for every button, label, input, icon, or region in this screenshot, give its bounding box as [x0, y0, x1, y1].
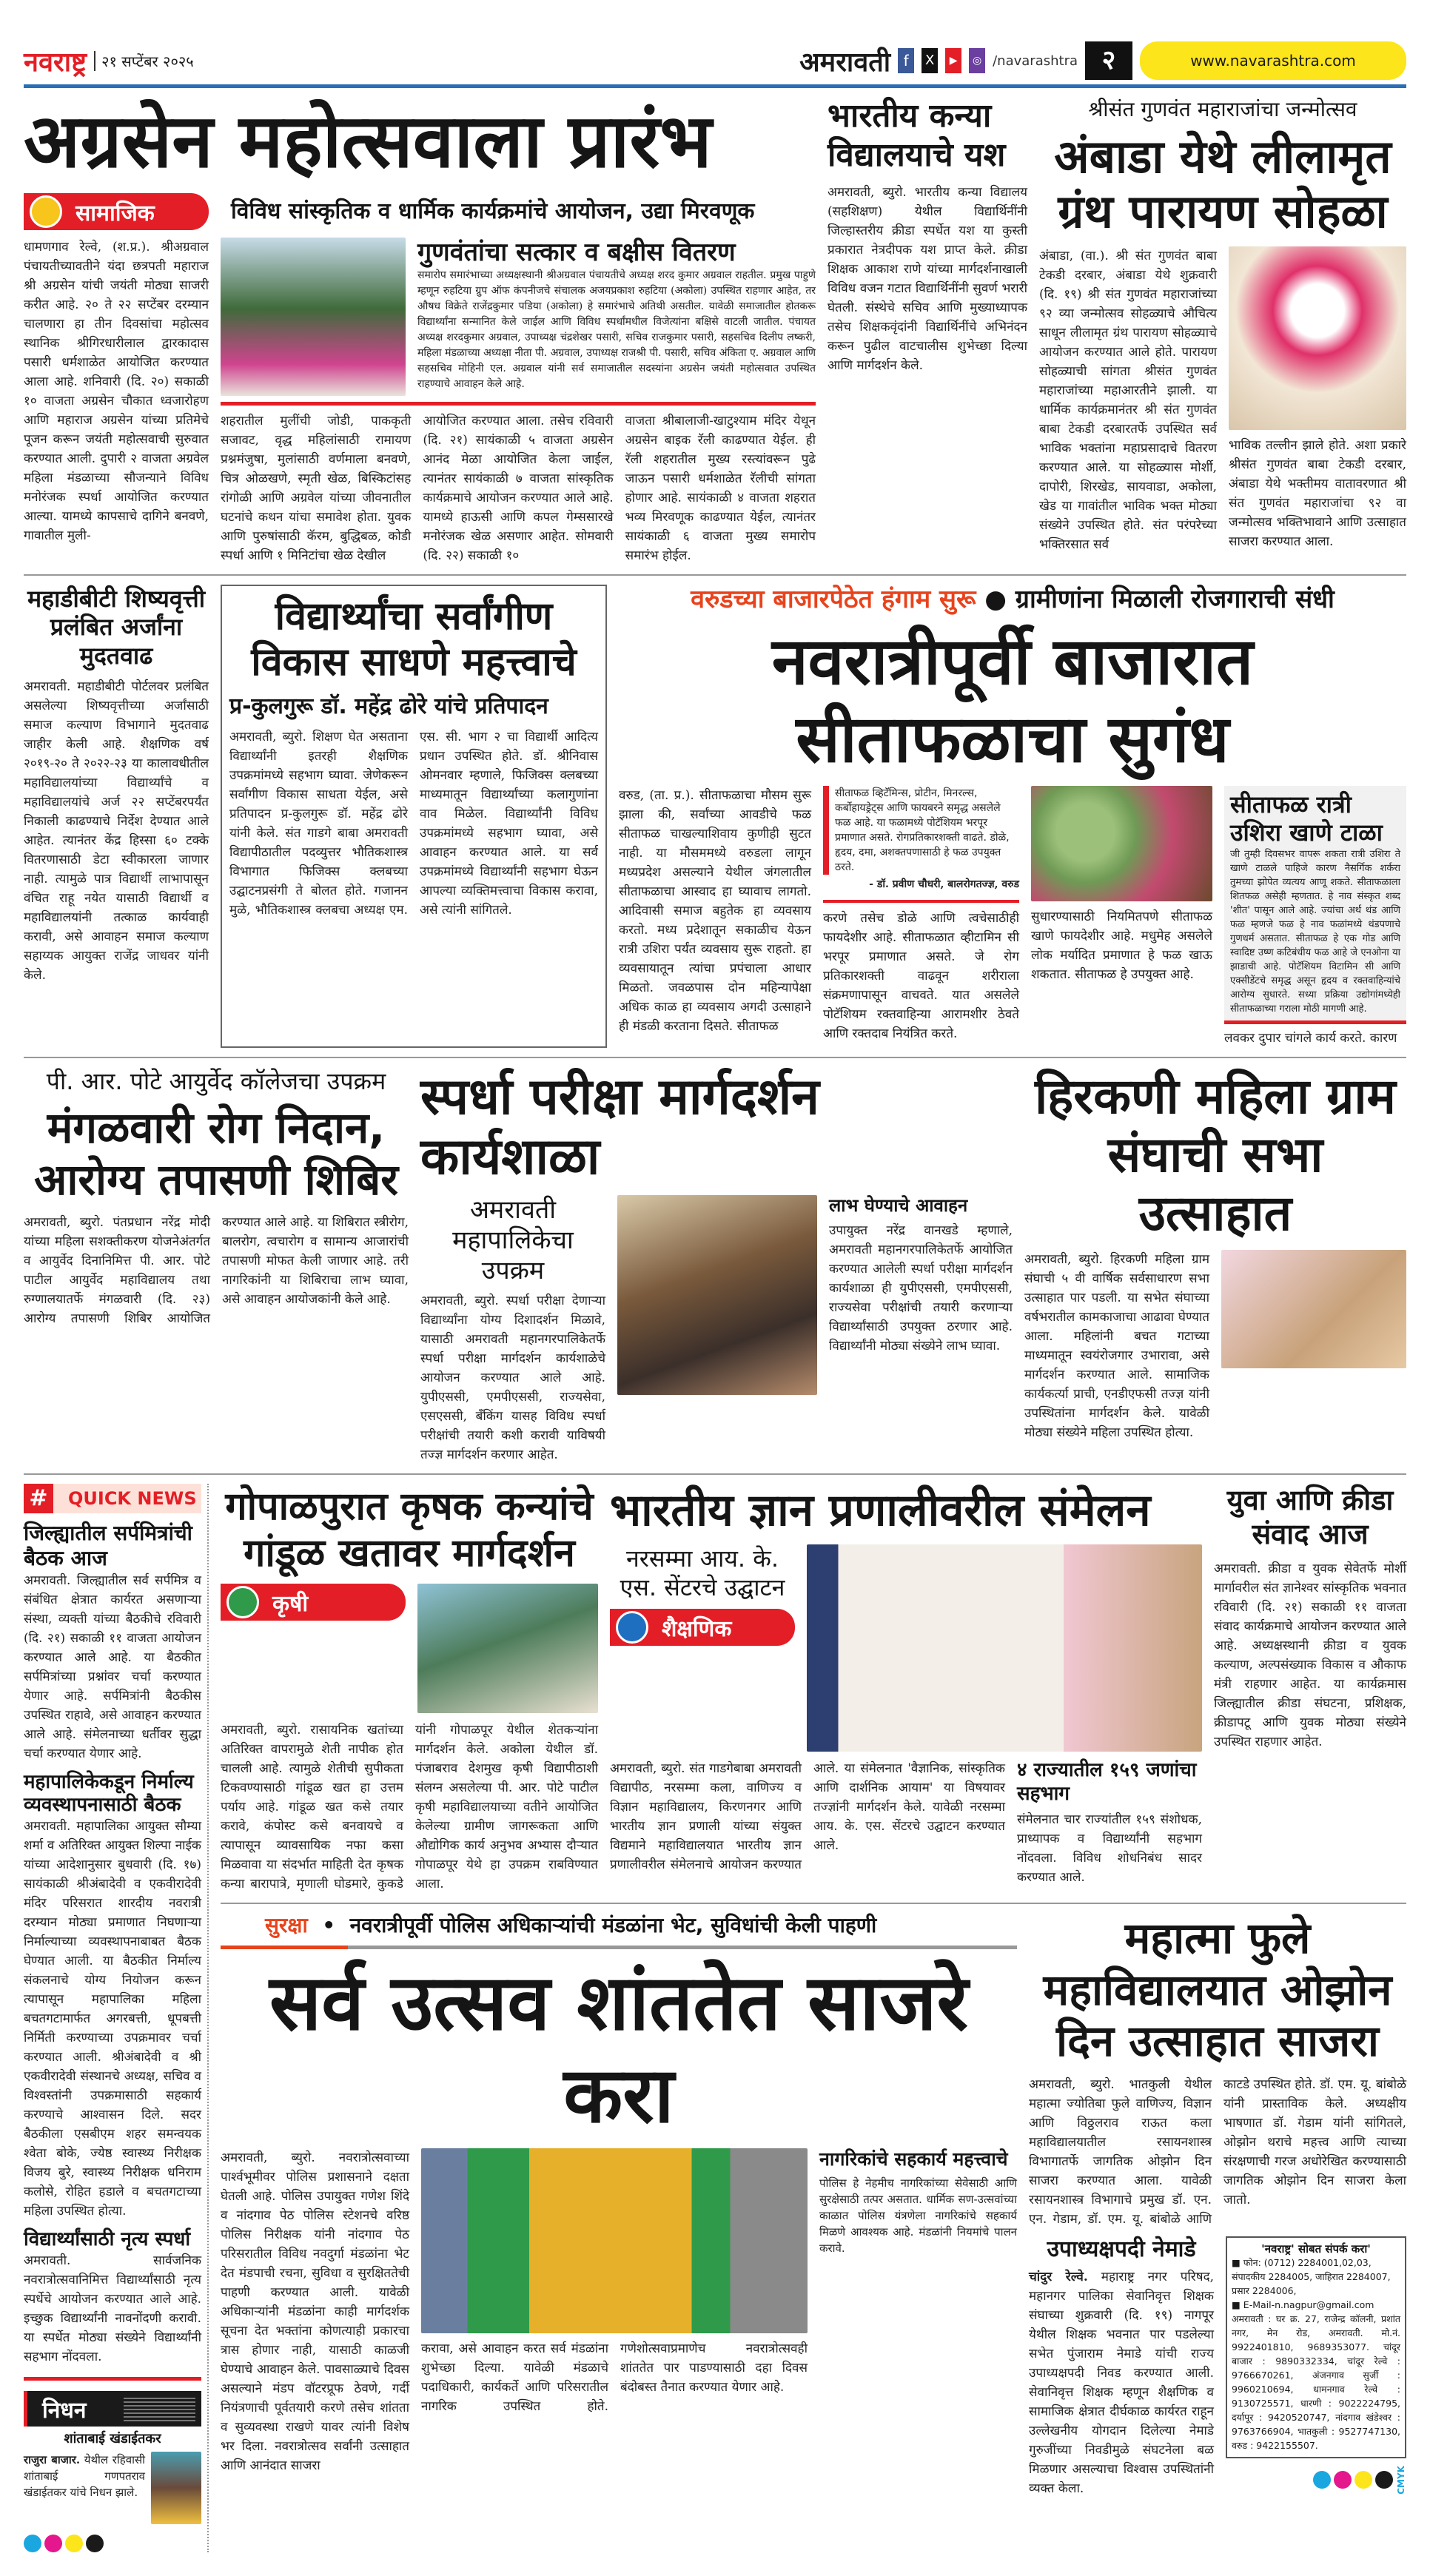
- pote-kicker: पी. आर. पोटे आयुर्वेद कॉलेजचा उपक्रम: [46, 1066, 386, 1095]
- x-icon[interactable]: X: [922, 48, 938, 73]
- spardha-headline: स्पर्धा परीक्षा मार्गदर्शन कार्यशाळा: [420, 1067, 819, 1187]
- website[interactable]: www.navarashtra.com: [1140, 41, 1406, 80]
- agrasen-box-text: समारोप समारंभाच्या अध्यक्षस्थानी श्रीअग्रवाल पंचायतीचे अध्यक्ष शरद कुमार अग्रवाल राहतील. प्रमुख पाहुणे म्हणून रुहटिया ग्रुप ऑफ कंपनीजचे संचालक अजयप्रकाश रुहटिया (अकोला) उपस्थित राहणार आहेत, तर औषध विक्रेते राजेंद्रकुमार पडिया (अकोला) हे समारंभाचे अतिथी असतील. यावेळी समाजातील होतकरू विद्यार्थ्यांना सन्मानित केले जाईल आणि विविध स्पर्धांमधील विजेत्यांना बक्षिसे वाटली जातील. पंचायत अध्यक्ष शरदकुमार अग्रवाल, उपाध्यक्ष चंद्रशेखर पसारी, सचिव राजकुमार पसारी, सहसचिव दिलीप लष्करी, महिला मंडळाच्या अध्यक्षा नीता पी. अग्रवाल, उपाध्यक्ष राजश्री पी. पसारी, सचिव अंकिता ए. अग्रवाल आणि सहसचिव मोहिनी एल. अग्रवाल यांनी सर्व समाजातील सदस्यांना अग्रसेन जयंती महोत्सवात उपस्थित राहण्याचे आवाहन केले आहे.: [417, 269, 816, 390]
- ambada-col1: अंबाडा, (वा.). श्री संत गुणवंत बाबा टेकडी दरबार, अंबाडा येथे शुक्रवारी (दि. १९) श्री संत गुणवंत महाराजांच्या ९२ व्या जन्मोत्सव सोहळ्याचे औचित्य साधून लीलामृत ग्रंथ पारायण सोहळ्याचे आयोजन करण्यात आले होते. पारायण सोहळ्याची सांगता श्रीसंत गुणवंत महाराजांच्या महाआरतीने झाली. या धार्मिक कार्यक्रमानंतर श्री संत गुणवंत बाबा टेकडी दरबारतर्फे उपस्थित सर्व भाविक भक्तांना महाप्रसादाचे वितरण करण्यात आले. या सोहळ्यास मोर्शी, दापोरी, शिरखेड, सायवाडा, अकोला, खेड या गावांतील भाविक भक्त मोठ्या संख्येने उपस्थित होते. संत परंपरेच्या भक्तिरसात सर्व: [1039, 249, 1217, 553]
- edition: अमरावती: [799, 47, 891, 78]
- sitafal-pullquote: सीताफळ व्हिटॅमिन्स, प्रोटीन, मिनरल्स, कर्बोहायड्रेट्स आणि फायबरने समृद्ध असलेले फळ आहे. या फळामध्ये पोटॅशियम भरपूर प्रमाणात असते. रोगप्रतिकारशक्ती वाढते. डोळे, हृदय, दमा, अशक्तपणासाठी हे फळ उपयुक्त ठरते. - डॉ. प्रवीण चौधरी, बालरोगतज्ज्ञ, वरुड: [823, 786, 1019, 894]
- hirkani-body: अमरावती, ब्युरो. हिरकणी महिला ग्राम संघाची ५ वी वार्षिक सर्वसाधारण सभा उत्साहात पार पडली. या सभेत संघाच्या वर्षभरातील कामकाजाचा आढावा घेण्यात आला. महिलांनी बचत गटाच्या माध्यमातून स्वयंरोजगार उभारावा, असे मार्गदर्शन करण्यात आले. सामाजिक कार्यकर्त्या प्राची, एनडीएफसी तज्ज्ञ यांनी उपस्थितांना मार्गदर्शन केले. यावेळी मोठ्या संख्येने महिला उपस्थित होत्या.: [1024, 1252, 1209, 1441]
- yellow-dot: [65, 2535, 83, 2552]
- hirkani-meeting-photo: [1221, 1250, 1406, 1368]
- nidhan-label: निधन: [24, 2391, 201, 2427]
- agrasen-col1: धामणगाव रेल्वे, (श.प्र.). श्रीअग्रवाल पंचायतीच्यावतीने यंदा छत्रपती महाराज श्री अग्रसेन यांची जयंती मोठ्या साजरी करीत आहे. २० ते २२ सप्टेंबर दरम्यान चालणारा हा तीन दिवसांचा महोत्सव स्थानिक श्रीगिरधारीलाल द्वारकादास पसारी धर्मशाळेत आयोजित करण्यात आला आहे. शनिवारी (दि. २०) सकाळी १० वाजता अग्रसेन चौकात ध्वजारोहण आणि महाराज अग्रसेन यांच्या प्रतिमेचे पूजन करून जयंती महोत्सवाची सुरुवात करण्यात आली. दुपारी २ वाजता अग्रवेल महिला मंडळाच्या सौजन्याने विविध मनोरंजक स्पर्धा आयोजित करण्यात आल्या. यामध्ये कापसाचे दागिने बनवणे, गावातील मुली-: [24, 240, 209, 543]
- quick-news-label: # QUICK NEWS: [24, 1484, 201, 1513]
- phule-body: अमरावती, ब्युरो. भातकुली येथील महात्मा ज्योतिबा फुले वाणिज्य, विज्ञान आणि विठ्ठलराव राऊत कला महाविद्यालयातील रसायनशास्त्र विभागातर्फे जागतिक ओझोन दिन साजरा करण्यात आला. यावेळी रसायनशास्त्र विभागाचे प्रमुख डॉ. एन. एन. गेडाम, डॉ. एम. यू. बांबोळे आणि काटडे उपस्थित होते. डॉ. एम. यू. बांबोळे यांनी प्रास्ताविक केले. अध्यक्षीय भाषणात डॉ. गेडाम यांनी सांगितले, ओझोन थराचे महत्त्व आणि त्याच्या संरक्षणाची गरज अधोरेखित करण्यासाठी जागतिक ओझोन दिन साजरा केला जातो.: [1029, 2076, 1406, 2227]
- krushi-category-badge: कृषी: [221, 1584, 406, 1621]
- dnyan-conference-photo: [807, 1544, 1202, 1752]
- yuva-story: [1214, 1484, 1406, 1894]
- dnyan-headline: भारतीय ज्ञान प्रणालीवरील संमेलन: [610, 1484, 1151, 1537]
- suraksha-side-title: नागरिकांचे सहकार्य महत्त्वाचे: [819, 2148, 1008, 2170]
- suraksha-body: अमरावती, ब्युरो. नवरात्रोत्सवाच्या पार्श्वभूमीवर पोलिस प्रशासनाने दक्षता घेतली आहे. पोलिस उपायुक्त गणेश शिंदे व नांदगाव पेठ पोलिस स्टेशनचे वरिष्ठ पोलिस निरीक्षक यांनी नांदगाव पेठ परिसरातील विविध नवदुर्गा मंडळांना भेट देत मंडपाची रचना, सुविधा व सुरक्षिततेची पाहणी करण्यात आली. यावेळी अधिकाऱ्यांनी मंडळांना काही मार्गदर्शक सूचना देत भक्तांना कोणत्याही प्रकारचा त्रास होणार नाही, यासाठी काळजी घेण्याचे आवाहन केले. पावसाळ्याचे दिवस असल्याने मंडप वॉटरप्रूफ ठेवणे, गर्दी नियंत्रणाची पूर्वतयारी करणे तसेच शांतता व सुव्यवस्था राखणे यावर त्यांनी विशेष भर दिला. नवरात्रोत्सव सर्वांनी उत्साहात आणि आनंदात साजरा: [221, 2150, 409, 2474]
- agrasen-category-badge: सामाजिक: [24, 193, 209, 230]
- yuva-headline: युवा आणि क्रीडा संवाद आज: [1226, 1484, 1394, 1550]
- agrasen-subhead-row: [24, 193, 816, 230]
- logo: नवराष्ट्र: [24, 47, 87, 78]
- kanya-headline: भारतीय कन्या विद्यालयाचे यश: [828, 97, 1006, 174]
- right-bottom: [1029, 1913, 1406, 2498]
- gopalpur-body: अमरावती, ब्युरो. रासायनिक खतांच्या अतिरिक्त वापरामुळे शेती नापीक होत चालली आहे. त्यामुळे शेतीची सुपीकता टिकवण्यासाठी गांडूळ खत हा उत्तम पर्याय आहे. गांडूळ खत कसे तयार करावे, कंपोस्ट कसे बनवायचे व त्यापासून व्यावसायिक नफा कसा मिळवावा या संदर्भात माहिती देत कृषक कन्या बारापात्रे, मृणाली घोडमारे, कुकडे यांनी गोपाळपूर येथील शेतकऱ्यांना मार्गदर्शन केले. अकोला येथील डॉ. पंजाबराव देशमुख कृषी विद्यापीठाशी संलग्न असलेल्या पी. आर. पोटे पाटील कृषी महाविद्यालयाच्या वतीने आयोजित केलेल्या ग्रामीण जागरूकता आणि औद्योगिक कार्य अनुभव अभ्यास दौऱ्यात गोपाळपूर येथे हा उपक्रम राबविण्यात आला.: [221, 1723, 598, 1892]
- magenta-dot: [1334, 2471, 1352, 2489]
- vikas-headline: विद्यार्थ्यांचा सर्वांगीण विकास साधणे महत्त्वाचे: [251, 594, 577, 685]
- stripe-decoration: [124, 2395, 195, 2422]
- right-area: [221, 1484, 1406, 2552]
- agrasen-col2: शहरातील मुलींची जोडी, पाककृती सजावट, वृद्ध महिलांसाठी रामायण प्रश्नमंजुषा, मुलांसाठी वर्णमाला बनवणे, चित्र ओळखणे, स्मृती खेळ, बिस्किटांसह रांगोळी आणि अग्रवेल यांच्या जीवनातील घटनांचे कथन यांचा समावेश होता. युवक आणि पुरुषांसाठी कॅरम, बुद्धिबळ, कोडी स्पर्धा आणि १ मिनिटांचा खेळ देखील: [221, 414, 412, 563]
- gopalpur-students-photo: [417, 1584, 598, 1713]
- page-number: २: [1085, 41, 1132, 80]
- sitafal-headline: नवरात्रीपूर्वी बाजारात सीताफळाचा सुगंध: [771, 622, 1254, 778]
- quick-news-column: [24, 1484, 209, 2552]
- spardha-workshop-photo: [617, 1195, 817, 1395]
- agrasen-subhead: विविध सांस्कृतिक व धार्मिक कार्यक्रमांचे आयोजन, उद्या मिरवणूक: [231, 198, 755, 224]
- kanya-body: अमरावती, ब्युरो. भारतीय कन्या विद्यालय (सहशिक्षण) येथील विद्यार्थिनींनी जिल्हास्तरीय क्रीडा स्पर्धेत यश या कुस्ती प्रकारात नेत्रदीपक यश प्राप्त केले. क्रीडा शिक्षक आकाश राणे यांच्या मार्गदर्शनाखाली विविध वजन गटात विद्यार्थिनींनी सुवर्ण भरारी घेतली. संस्थेचे सचिव आणि मुख्याध्यापक तसेच शिक्षकवृंदांनी विद्यार्थिनींचे अभिनंदन करून पुढील वाटचालीस शुभेच्छा दिल्या आणि मार्गदर्शन केले.: [828, 184, 1027, 373]
- masthead: [24, 0, 1406, 88]
- dnyan-side-body: संमेलनात चार राज्यांतील १५९ संशोधक, प्राध्यापक व विद्यार्थ्यांनी सहभाग नोंदवला. विविध शोधनिबंध सादर करण्यात आले.: [1017, 1812, 1202, 1885]
- mahadbt-body: अमरावती. महाडीबीटी पोर्टलवर प्रलंबित असलेल्या शिष्यवृत्तीच्या अर्जांसाठी समाज कल्याण विभागाने मुदतवाढ जाहीर केली आहे. शैक्षणिक वर्ष २०१९-२० ते २०२२-२३ या कालावधीतील महाविद्यालयांच्या विद्यार्थ्यांचे व महाविद्यालयांचे अर्ज २२ सप्टेंबरपर्यंत निकाली काढण्याचे निर्देश देण्यात आले आहेत. त्यानंतर केंद्र हिस्सा ६० टक्के वितरणासाठी डेटा स्वीकारला जाणार नाही. त्यामुळे पात्र विद्यार्थी लाभापासून वंचित राहू नयेत यासाठी विद्यार्थी व महाविद्यालयांनी तत्काळ कार्यवाही करावी, असे आवाहन समाज कल्याण सहाय्यक आयुक्त राजेंद्र जाधवर यांनी केले.: [24, 679, 209, 983]
- cmyk-label: CMYK: [1396, 2465, 1406, 2495]
- contact-address: अमरावती : घर क्र. 27, राजेन्द्र कॉलनी, प्रशांत नगर, मेन रोड, अमरावती. मो.नं. 9922401810, 9689353077. चांदूर बाजार : 9890332334, चांदूर रेल्वे : 9766670261, अंजनगाव सुर्जी : 9960210694, धामनगाव रेल्वे : 9130725571, धारणी : 9022224795, दर्यापूर : 9420520747, नांदगाव खंडेश्वर : 9763766904, भातकुली : 9527747130, वरुड : 9422155507.: [1232, 2313, 1400, 2451]
- dnyan-subhead: नरसम्मा आय. के. एस. सेंटरचे उद्घाटन: [620, 1544, 785, 1601]
- hirkani-story: [1024, 1067, 1406, 1465]
- mahadbt-story: [24, 585, 209, 1048]
- divider: [823, 900, 1019, 903]
- agrasen-headline: अग्रसेन महोत्सवाला प्रारंभ: [24, 98, 712, 184]
- contact-phone: ■ फोन: (0712) 2284001,02,03, संपादकीय 2284005, जाहिरात 2284007, प्रसार 2284006,: [1232, 2256, 1391, 2296]
- vikas-box: [221, 585, 607, 1048]
- ambada-kicker: श्रीसंत गुणवंत महाराजांचा जन्मोत्सव: [1088, 97, 1357, 121]
- yuva-body: अमरावती. क्रीडा व युवक सेवेतर्फे मोर्शी मार्गावरील संत ज्ञानेश्वर सांस्कृतिक भवनात रविवारी (दि. २१) सकाळी ११ वाजता संवाद कार्यक्रमाचे आयोजन करण्यात आले आहे. अध्यक्षस्थानी क्रीडा व युवक कल्याण, अल्पसंख्याक विकास व औकाफ मंत्री राहणार आहेत. या कार्यक्रमास जिल्ह्यातील क्रीडा संघटना, प्रशिक्षक, क्रीडापटू आणि युवक मोठ्या संख्येने उपस्थित राहणार आहेत.: [1214, 1561, 1406, 1749]
- contact-box: 'नवराष्ट्र' सोबत संपर्क करा' ■ फोन: (0712) 2284001,02,03, संपादकीय 2284005, जाहिरात 2284007, प्रसार 2284006, ■ E-Mail-n.nagpur@gmail.com अमरावती : घर क्र. 27, राजेन्द्र कॉलनी, प्रशांत नगर, मेन रोड, अमरावती. मो.नं. 9922401810, 9689353077. चांदूर बाजार : 9890332334, चांदूर रेल्वे : 9766670261, अंजनगाव सुर्जी : 9960210694, धामनगाव रेल्वे : 9130725571, धारणी : 9022224795, दर्यापूर : 9420520747, नांदगाव खंडेश्वर : 9763766904, भातकुली : 9527747130, वरुड : 9422155507.: [1226, 2236, 1406, 2458]
- suraksha-headline: सर्व उत्सव शांततेत साजरे करा: [269, 1957, 969, 2140]
- vikas-subhead: प्र-कुलगुरू डॉ. महेंद्र ढोरे यांचे प्रतिपादन: [229, 693, 548, 719]
- black-dot: [86, 2535, 104, 2552]
- suraksha-story: [221, 1913, 1017, 2498]
- agrasen-box-title: गुणवंतांचा सत्कार व बक्षीस वितरण: [417, 238, 736, 267]
- custard-apple-photo: [1031, 786, 1212, 901]
- obituary-portrait: [151, 2452, 201, 2524]
- youtube-icon[interactable]: ▶: [945, 48, 961, 73]
- agrasen-col4: वाजता श्रीबालाजी-खाटुश्याम मंदिर येथून अग्रसेन बाइक रॅली काढण्यात येईल. ही रॅली शहरातील मुख्य रस्त्यांवरून पुढे जाऊन पसारी धर्मशाळेत रॅलीची सांगता होणार आहे. सायंकाळी ४ वाजता शहरात भव्य मिरवणूक काढण्यात येईल, त्यानंतर सायंकाळी ६ वाजता मुख्य समारोप समारंभ होईल.: [625, 414, 816, 563]
- nemade-headline: उपाध्यक्षपदी नेमाडे: [1047, 2236, 1196, 2262]
- sitafal-story: [619, 585, 1406, 1048]
- agrasen-story: [24, 97, 816, 565]
- nidhan-box: निधन शांताबाई खंडाईतकर राजुरा बाजार. येथील रहिवासी शांताबाई गणपतराव खंडाईतकर यांचे निधन झाले.: [24, 2391, 201, 2524]
- agrasen-col3: आयोजित करण्यात आला. तसेच रविवारी (दि. २१) सायंकाळी ५ वाजता अग्रसेन आनंद मेळा आयोजित केला जाईल, त्यानंतर सायंकाळी ७ वाजता सांस्कृतिक कार्यक्रमाचे आयोजन करण्यात आले आहे. यामध्ये हाऊसी आणि कपल गेम्ससारखे मनोरंजक खेळ असणार आहेत. सोमवारी (दि. २२) सकाळी १०: [423, 414, 614, 563]
- sitafal-col2: करणे तसेच डोळे आणि त्वचेसाठीही फायदेशीर आहे. सीताफळात व्हीटामिन सी भरपूर प्रमाणात असते. जे रोग प्रतिकारशक्ती वाढवून शरीराला संक्रमणापासून वाचवते. यात असलेले पोटॅशियम रक्तवाहिन्या आरामशीर ठेवते आणि रक्तदाब नियंत्रित करते.: [823, 910, 1019, 1041]
- suraksha-kicker: सुरक्षा • नवरात्रीपूर्वी पोलिस अधिकाऱ्यांची मंडळांना भेट, सुविधांची केली पाहणी: [265, 1913, 877, 1938]
- pote-story: [24, 1067, 409, 1465]
- suraksha-side-body: पोलिस हे नेहमीच नागरिकांच्या सेवेसाठी आणि सुरक्षेसाठी तत्पर असतात. धार्मिक सण-उत्सवांच्या काळात पोलिस यंत्रणेला नागरिकांचे सहकार्य मिळणे आवश्यक आहे. मंडळांनी नियमांचे पालन करावे.: [819, 2176, 1017, 2256]
- gear-emblem-icon: [226, 1586, 259, 1618]
- sitafal-col3: सुधारण्यासाठी नियमितपणे सीताफळ खाणे फायदेशीर आहे. मधुमेह असलेले लोक मर्यादित प्रमाणात हे फळ खाऊ शकतात. सीताफळ हे उपयुक्त आहे.: [1031, 909, 1212, 982]
- social-handle: /navarashtra: [993, 53, 1078, 69]
- facebook-icon[interactable]: f: [898, 48, 914, 73]
- vikas-body: अमरावती, ब्युरो. शिक्षण घेत असताना विद्यार्थ्यांनी इतरही शैक्षणिक उपक्रमांमध्ये सहभाग घ्यावा. जेणेकरून सर्वांगीण विकास साधता येईल, असे प्रतिपादन प्र-कुलगुरू डॉ. महेंद्र ढोरे यांनी केले. संत गाडगे बाबा अमरावती विद्यापीठातील पदव्युत्तर भौतिकशास्त्र विभागात फिजिक्स क्लबच्या उद्घाटनप्रसंगी ते बोलत होते. गजानन मुळे, भौतिकशास्त्र क्लबचा अध्यक्ष एम. एस. सी. भाग २ चा विद्यार्थी आदित्य प्रधान उपस्थित होते. डॉ. श्रीनिवास ओमनवार म्हणाले, फिजिक्स क्लबच्या माध्यमातून विद्यार्थ्यांच्या कलागुणांना वाव मिळेल. विद्यार्थ्यांनी विविध उपक्रमांमध्ये सहभाग घ्यावा, असे आवाहन करण्यात आले. या सर्व उपक्रमांमध्ये विद्यार्थ्यांनी सहभाग घेऊन आपल्या व्यक्तिमत्त्वाचा विकास करावा, असे त्यांनी सांगितले.: [229, 729, 598, 918]
- pote-headline: मंगळवारी रोग निदान, आरोग्य तपासणी शिबिर: [34, 1103, 398, 1205]
- education-icon: [616, 1611, 648, 1644]
- sitafal-box-after: लवकर दुपार चांगले कार्य करते. कारण: [1224, 1030, 1397, 1046]
- magenta-dot: [44, 2535, 62, 2552]
- hirkani-headline: हिरकणी महिला ग्राम संघाची सभा उत्साहात: [1035, 1067, 1396, 1242]
- date: २१ सप्टेंबर २०२५: [94, 51, 194, 71]
- yellow-dot: [1355, 2471, 1372, 2489]
- emblem-icon: [30, 195, 62, 228]
- cmyk-marks-left: [24, 2535, 201, 2552]
- gopalpur-story: [221, 1484, 598, 1894]
- ambada-story: [1039, 97, 1406, 565]
- sitafal-health-box: सीताफळ रात्री उशिरा खाणे टाळा जी तुम्ही दिवसभर वापरू शकता रात्री उशिरा ते खाणे टाळले पाहिजे कारण नैसर्गिक शर्करा तुमच्या झोपेत व्यत्यय आणू शकते. सीताफळाला शितफळ असेही म्हणतात. हे नाव संस्कृत शब्द 'शीत' पासून आले आहे. ज्यांचा अर्थ थंड आणि फळ म्हणजे फळ हे नाव फळांमध्ये थंडपणाचे गुणधर्म असतात. सीताफळ हे एक गोड आणि स्वादिष्ट उष्ण कटिबंधीय फळ आहे जे एनओना या झाडाची आहे. पोटॅशियम विटामिन सी आणि एक्सीडेंटचे समृद्ध असून हृदय व रक्तवाहिन्यांचे आरोग्य सुधारते. सध्या प्रक्रिया उद्योगांमध्येही सीताफळाच्या गराला मोठी मागणी आहे.: [1224, 786, 1406, 1024]
- contact-email[interactable]: ■ E-Mail-n.nagpur@gmail.com: [1232, 2298, 1374, 2310]
- agrasen-columns: [24, 238, 816, 565]
- spardha-body: अमरावती, ब्युरो. स्पर्धा परीक्षा देणाऱ्या विद्यार्थ्यांना योग्य दिशादर्शन मिळावे, यासाठी अमरावती महानगरपालिकेतर्फे स्पर्धा परीक्षा मार्गदर्शन कार्यशाळेचे आयोजन करण्यात आले आहे. युपीएससी, एमपीएससी, राज्यसेवा, एसएससी, बँकिंग यासह विविध स्पर्धा परीक्षांची तयारी कशी करावी याविषयी तज्ज्ञ मार्गदर्शन करणार आहेत.: [420, 1294, 605, 1463]
- quick-news-item: महापालिकेकडून निर्माल्य व्यवस्थापनासाठी बैठक अमरावती. महापालिका आयुक्त सौम्या शर्मा व अतिरिक्त आयुक्त शिल्पा नाईक यांच्या आदेशानुसार बुधवारी (दि. १७) सायंकाळी श्रीअंबादेवी व एकवीरादेवी मंदिर परिसरात शारदीय नवरात्री दरम्यान मोठ्या प्रमाणात निघणाऱ्या निर्माल्याच्या व्यवस्थापनाबाबत बैठक घेण्यात आली. या बैठकीत निर्माल्य संकलनाचे योग्य नियोजन करून त्यापासून महापालिका महिला बचतगटामार्फत अगरबत्ती, धूपबत्ती निर्मिती करण्याच्या उपक्रमावर चर्चा करण्यात आली. श्रीअंबादेवी व श्री एकवीरादेवी संस्थानचे अध्यक्ष, सचिव व विश्वस्तांनी उपक्रमासाठी सहकार्य करण्याचे आश्वासन दिले. सदर बैठकीला एसबीएम शहर समन्वयक श्वेता बोके, ज्येष्ठ स्वास्थ्य निरीक्षक विजय बुरे, स्वास्थ्य निरीक्षक धनिराम कलोसे, रोहित हडाले व बचतगटाच्या महिला उपस्थित होत्या.: [24, 1770, 201, 2219]
- kicker-rule: [221, 1946, 1017, 1949]
- spardha-subhead: अमरावती महापालिकेचा उपक्रम: [452, 1194, 574, 1285]
- cyan-dot: [24, 2535, 41, 2552]
- ambada-headline: अंबाडा येथे लीलामृत ग्रंथ पारायण सोहळा: [1054, 129, 1392, 238]
- mahadbt-headline: महाडीबीटी शिष्यवृत्ती प्रलंबित अर्जांना मुदतवाढ: [27, 585, 206, 670]
- dnyan-body: अमरावती, ब्युरो. संत गाडगेबाबा अमरावती विद्यापीठ, नरसम्मा कला, वाणिज्य व विज्ञान महाविद्यालय, किरणनगर आणि भारतीय ज्ञान प्रणाली यांच्या संयुक्त विद्यमाने महाविद्यालयात भारतीय ज्ञान प्रणालीवरील संमेलनाचे आयोजन करण्यात आले. या संमेलनात 'वैज्ञानिक, सांस्कृतिक आणि दार्शनिक आयाम' या विषयावर तज्ज्ञांनी मार्गदर्शन केले. यावेळी नरसम्मा आय. के. एस. सेंटरचे उद्घाटन करण्यात आले.: [610, 1761, 1005, 1873]
- ambada-idol-photo: [1229, 246, 1406, 430]
- nemade-body: चांदुर रेल्वे. महाराष्ट्र नगर परिषद, महानगर पालिका सेवानिवृत्त शिक्षक संघाच्या शुक्रवारी (दि. १९) नागपूर येथील शिक्षक भवनात पार पडलेल्या सभेत पुंजाराम नेमाडे यांची राज्य उपाध्यक्षपदी निवड करण्यात आली. सेवानिवृत्त शिक्षक म्हणून शैक्षणिक व सामाजिक क्षेत्रात दीर्घकाळ कार्यरत राहून उल्लेखनीय योगदान दिलेल्या नेमाडे गुरुजींच्या निवडीमुळे संघटनेला बळ मिळणार असल्याचा विश्वास उपस्थितांनी व्यक्त केला.: [1029, 2269, 1215, 2496]
- gopalpur-headline: गोपाळपुरात कृषक कन्यांचे गांडूळ खतावर मार्गदर्शन: [225, 1484, 594, 1575]
- pote-body: अमरावती, ब्युरो. पंतप्रधान नरेंद्र मोदी यांच्या महिला सशक्तीकरण योजनेअंतर्गत व आयुर्वेद दिनानिमित्त पी. आर. पोटे पाटील आयुर्वेद महाविद्यालय तथा रुग्णालयातर्फे मंगळवारी (दि. २३) आरोग्य तपासणी शिबिर आयोजित करण्यात आले आहे. या शिबिरात स्त्रीरोग, बालरोग, त्वचारोग व सामान्य आजारांची तपासणी मोफत केली जाणार आहे. तरी नागरिकांनी या शिबिराचा लाभ घ्यावा, असे आवाहन आयोजकांनी केले आहे.: [24, 1215, 409, 1327]
- agrasen-statue-photo: [221, 238, 406, 396]
- phule-headline: महात्मा फुले महाविद्यालयात ओझोन दिन उत्साहात साजरा: [1043, 1913, 1392, 2067]
- suraksha-police-photo: [421, 2148, 808, 2333]
- quick-news-item: विद्यार्थ्यांसाठी नृत्य स्पर्धा अमरावती. सार्वजनिक नवरात्रोत्सवानिमित्त विद्यार्थ्यांसाठी नृत्य स्पर्धेचे आयोजन करण्यात आले आहे. इच्छुक विद्यार्थ्यांनी नावनोंदणी करावी. या स्पर्धेत मोठ्या संख्येने विद्यार्थ्यांनी सहभाग नोंदवला.: [24, 2227, 201, 2365]
- suraksha-lower: करावा, असे आवाहन करत सर्व मंडळांना शुभेच्छा दिल्या. यावेळी मंडळाचे पदाधिकारी, कार्यकर्ते आणि परिसरातील नागरिक उपस्थित होते. गणेशोत्सवाप्रमाणेच नवरात्रोत्सवही शांततेत पार पाडण्यासाठी दहा दिवस बंदोबस्त तैनात करण्यात येणार आहे.: [421, 2341, 808, 2415]
- shaikshanik-category-badge: शैक्षणिक: [610, 1609, 795, 1646]
- spardha-side-body: उपायुक्त नरेंद्र वानखडे म्हणाले, अमरावती महानगरपालिकेतर्फे आयोजित करण्यात आलेली स्पर्धा परीक्षा मार्गदर्शन कार्यशाळा ही युपीएससी, एमपीएससी, राज्यसेवा परीक्षांची तयारी करणाऱ्या विद्यार्थ्यांसाठी उपयुक्त ठरणार आहे. विद्यार्थ्यांनी मोठ्या संख्येने लाभ घ्यावा.: [829, 1223, 1013, 1353]
- dnyan-story: [610, 1484, 1202, 1894]
- quick-news-item: जिल्ह्यातील सर्पमित्रांची बैठक आज अमरावती. जिल्ह्यातील सर्व सर्पमित्र व संबंधित क्षेत्रात कार्यरत असणाऱ्या संस्था, व्यक्ती यांच्या बैठकीचे रविवारी (दि. २१) सकाळी ११ वाजता आयोजन करण्यात आले आहे. या बैठकीत सर्पमित्रांच्या प्रश्नांवर चर्चा करण्यात येणार आहे. सर्पमित्रांनी बैठकीस उपस्थित राहावे, असे आवाहन करण्यात आले आहे. संमेलनाच्या धर्तीवर सुद्धा चर्चा करण्यात येणार आहे.: [24, 1521, 201, 1761]
- dnyan-side-title: ४ राज्यातील १५९ जणांचा सहभाग: [1017, 1759, 1197, 1805]
- sitafal-kicker: वरुडच्या बाजारपेठेत हंगाम सुरू ● ग्रामीणांना मिळाली रोजगाराची संधी: [691, 585, 1335, 614]
- divider: [221, 402, 816, 406]
- sitafal-col1: वरुड, (ता. प्र.). सीताफळाचा मौसम सुरू झाला की, सर्वांच्या आवडीचे फळ सीताफळ चाखल्याशिवाय कुणीही सुटत नाही. या मौसममध्ये वरुडला लागून मध्यप्रदेश असल्याने येथील जंगलातील सीताफळाचा आस्वाद हा घ्यावाच लागतो. आदिवासी समाज बहुतेक हा व्यवसाय करतो. मध्य प्रदेशातून सकाळीच येऊन रात्री उशिरा पर्यंत व्यवसाय सुरू राहतो. हा व्यवसायातून त्यांचा प्रपंचाला आधार मिळतो. जवळपास दोन महिन्यापेक्षा अधिक काळ हा व्यवसाय अगदी उत्साहाने ही मंडळी करताना दिसते. सीताफळ: [619, 787, 811, 1034]
- cmyk-marks-right: [1226, 2466, 1406, 2495]
- instagram-icon[interactable]: ◎: [969, 48, 985, 73]
- ambada-col2: भाविक तल्लीन झाले होते. अशा प्रकारे श्रीसंत गुणवंत बाबा टेकडी दरबार, अंबाडा येथे भक्तीमय वातावरणात श्री संत गुणवंत महाराजांचा ९२ वा जन्मोत्सव भक्तिभावाने आणि उत्साहात साजरा करण्यात आला.: [1229, 438, 1406, 550]
- cyan-dot: [1313, 2471, 1331, 2489]
- kanya-story: [828, 97, 1027, 565]
- divider: [24, 2377, 201, 2381]
- spardha-story: [420, 1067, 1013, 1465]
- black-dot: [1375, 2471, 1393, 2489]
- spardha-side-title: लाभ घेण्याचे आवाहन: [829, 1194, 968, 1216]
